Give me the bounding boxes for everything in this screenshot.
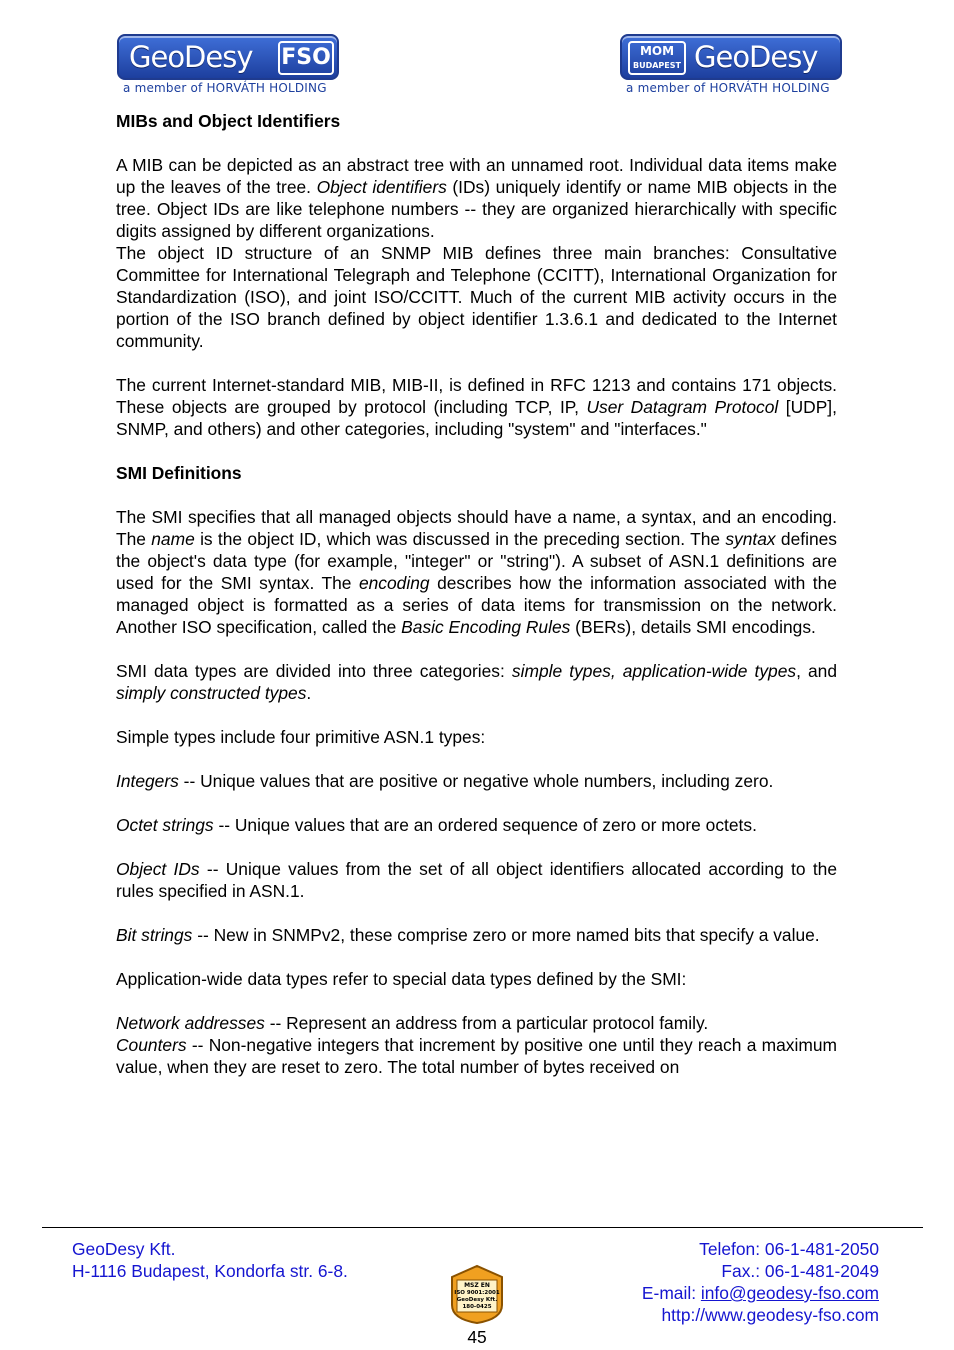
footer-divider: [42, 1227, 923, 1228]
mom-geodesy-logo: [620, 34, 842, 96]
geodesy-fso-logo: [117, 34, 339, 96]
paragraph-bit-strings: [116, 924, 837, 946]
section-heading-smi: SMI Definitions: [116, 463, 242, 483]
paragraph-application-wide: Application-wide data types refer to special data types defined by the SMI:: [116, 969, 687, 989]
footer-company-info: [72, 1238, 348, 1282]
paragraph-counters: [116, 1034, 837, 1078]
italic-term: Bit strings: [116, 925, 193, 945]
logo-right-tagline: a member of HORVÁTH HOLDING: [626, 81, 830, 95]
text-run: (IDs) uniquely identify or name MIB objects in the tree. Object IDs are like telephone numbers -- they are organized hierarchically with specific digits assigned by different organizations.: [116, 177, 837, 241]
paragraph-object-id-structure: The object ID structure of an SNMP MIB defines three main branches: Consultative Committee for International Telegraph and Telephone (CCITT), International Organization for Standardization (ISO), and joint ISO/CCITT. Much of the current MIB activity occurs in the portion of the ISO branch defined by object identifier 1.3.6.1 and dedicated to the Internet community.: [116, 243, 837, 351]
italic-term: Network addresses: [116, 1013, 265, 1033]
paragraph-integers: [116, 770, 837, 792]
page-number: 45: [467, 1327, 487, 1347]
text-run: , and: [796, 661, 837, 681]
italic-term: simple types, application-wide types: [511, 661, 797, 681]
paragraph-network-addresses: [116, 1012, 837, 1034]
text-run: -- Unique values from the set of all object identifiers allocated according to the rules specified in ASN.1.: [116, 859, 837, 901]
document-body: [116, 110, 837, 1078]
footer-fax: Fax.: 06-1-481-2049: [721, 1261, 879, 1281]
badge-line-2: ISO 9001:2001: [454, 1290, 500, 1296]
text-run: .: [306, 683, 312, 703]
logo-left-box: [117, 34, 339, 80]
text-run: -- Non-negative integers that increment by positive one until they reach a maximum value, when they are reset to zero. The total number of bytes received on: [116, 1035, 837, 1077]
section-heading-mibs: MIBs and Object Identifiers: [116, 111, 341, 131]
text-run: -- Unique values that are an ordered sequence of zero or more octets.: [213, 815, 757, 835]
italic-term: Object identifiers: [316, 177, 447, 197]
footer-address: H-1116 Budapest, Kondorfa str. 6-8.: [72, 1261, 348, 1281]
badge-line-3: GeoDesy Kft.: [456, 1297, 498, 1303]
paragraph-simple-types: Simple types include four primitive ASN.1 types:: [116, 727, 486, 747]
logo-right-box: [620, 34, 842, 80]
paragraph-smi-data-types: [116, 660, 837, 704]
footer-email-label: E-mail:: [641, 1283, 701, 1303]
logo-left-brand: GeoDesy: [129, 40, 253, 74]
text-run: (BERs), details SMI encodings.: [570, 617, 816, 637]
footer-company-name: GeoDesy Kft.: [72, 1239, 176, 1259]
paragraph-mib-tree: [116, 154, 837, 242]
italic-term: Counters: [116, 1035, 187, 1055]
text-run: The current Internet-standard MIB, MIB-II, is defined in RFC 1213 and contains 171 objects. These objects are grouped by protocol (including TCP, IP,: [116, 375, 837, 417]
footer-email-link[interactable]: info@geodesy-fso.com: [700, 1283, 879, 1303]
italic-term: encoding: [358, 573, 430, 593]
italic-term: Basic Encoding Rules: [401, 617, 571, 637]
iso-certification-badge-icon: [446, 1263, 508, 1325]
logo-right-tag-top: MOM: [639, 44, 675, 58]
logo-left-tagline: a member of HORVÁTH HOLDING: [123, 81, 327, 95]
footer-website-link[interactable]: http://www.geodesy-fso.com: [661, 1305, 879, 1325]
italic-term: syntax: [725, 529, 776, 549]
paragraph-object-ids: [116, 858, 837, 902]
badge-line-1: MSZ EN: [464, 1282, 490, 1289]
text-run: The SMI specifies that all managed objects should have a name, a syntax, and an encoding. The: [116, 507, 837, 549]
text-run: [UDP], SNMP, and others) and other categories, including "system" and "interfaces.": [116, 397, 837, 439]
logo-right-tag: [628, 41, 686, 75]
paragraph-smi-spec: [116, 506, 837, 638]
text-run: SMI data types are divided into three categories:: [116, 661, 512, 681]
footer-contact-info: [642, 1238, 879, 1326]
italic-term: User Datagram Protocol: [586, 397, 779, 417]
footer-email-line: [642, 1282, 879, 1304]
text-run: -- New in SNMPv2, these comprise zero or more named bits that specify a value.: [192, 925, 820, 945]
italic-term: Object IDs: [116, 859, 200, 879]
italic-term: Integers: [116, 771, 179, 791]
logo-right-brand: GeoDesy: [694, 40, 818, 74]
paragraph-mib-ii: [116, 374, 837, 440]
logo-left-tag: FSO: [278, 41, 334, 75]
italic-term: name: [151, 529, 195, 549]
text-run: defines the object's data type (for example, "integer" or "string"). A subset of ASN.1 definitions are used for the SMI syntax. The: [116, 529, 837, 593]
italic-term: simply constructed types: [116, 683, 307, 703]
badge-line-4: 180-0425: [462, 1304, 492, 1310]
text-run: -- Unique values that are positive or negative whole numbers, including zero.: [178, 771, 774, 791]
text-run: A MIB can be depicted as an abstract tree with an unnamed root. Individual data items make up the leaves of the tree.: [116, 155, 837, 197]
paragraph-octet-strings: [116, 814, 837, 836]
italic-term: Octet strings: [116, 815, 214, 835]
footer-phone: Telefon: 06-1-481-2050: [699, 1239, 879, 1259]
text-run: describes how the information associated with the managed object is formatted as a series of data items for transmission on the network. Another ISO specification, called the: [116, 573, 837, 637]
logo-right-tag-bottom: BUDAPEST: [633, 61, 681, 70]
text-run: is the object ID, which was discussed in the preceding section. The: [194, 529, 726, 549]
text-run: -- Represent an address from a particular protocol family.: [264, 1013, 709, 1033]
